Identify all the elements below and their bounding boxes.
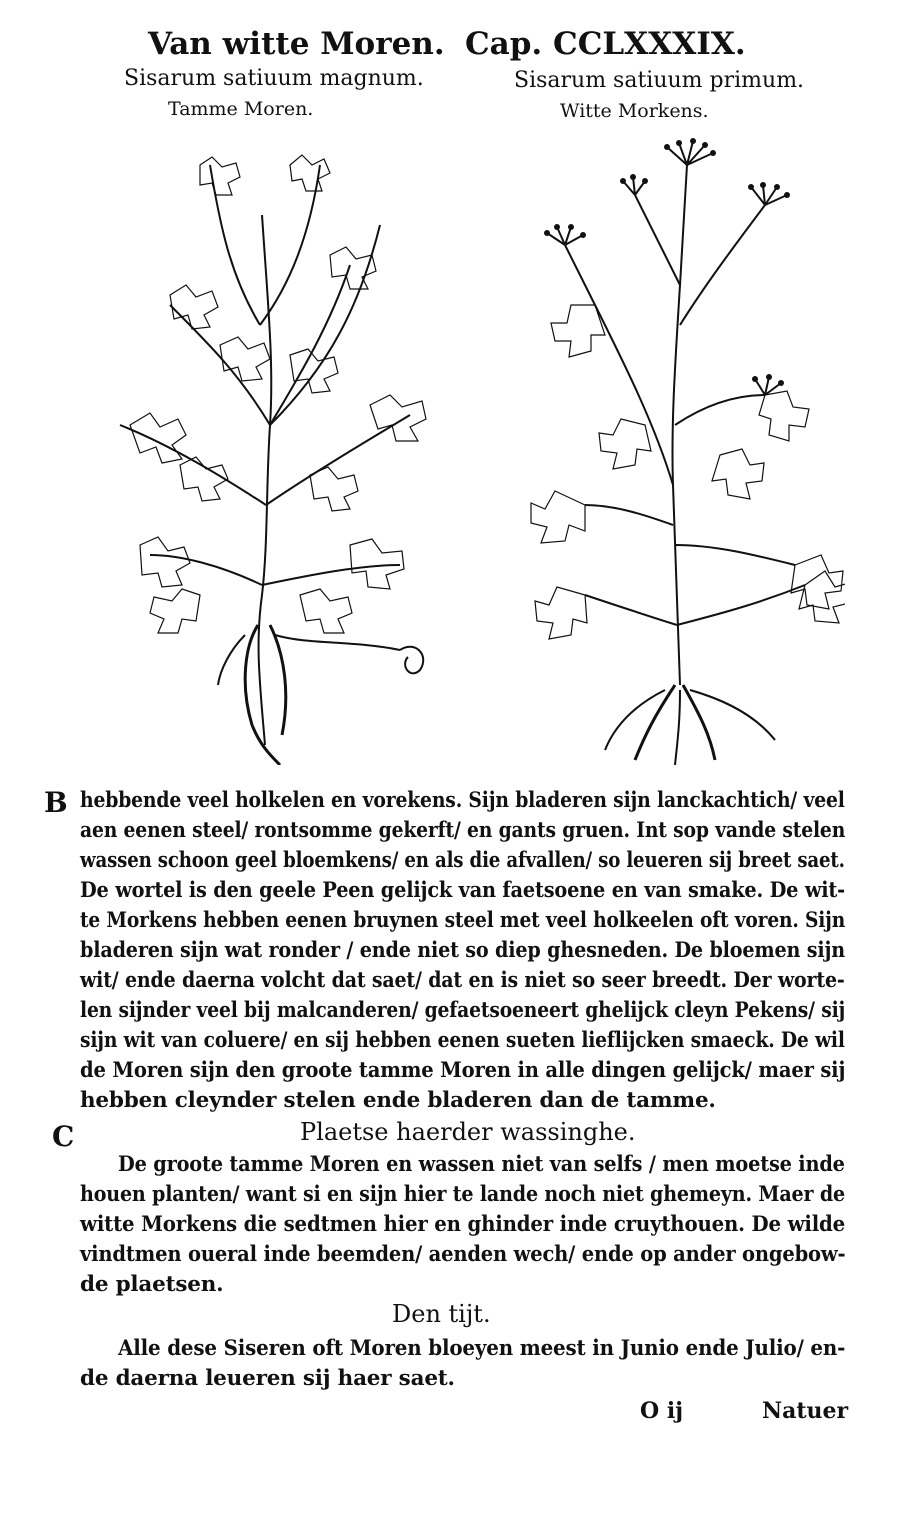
tamme-moren-woodcut [70, 125, 450, 765]
left-latin-name: Sisarum satiuum magnum. [124, 66, 424, 91]
text-line: de daerna leueren sij haer saet. [80, 1366, 455, 1391]
text-line: houen planten/ want si en sijn hier te lande noch niet ghemeyn. Maer de [80, 1182, 845, 1207]
text-line: bladeren sijn wat ronder / ende niet so diep ghesneden. De bloemen sijn [80, 938, 846, 963]
left-vernacular-name: Tamme Moren. [168, 98, 314, 120]
text-line: hebbende veel holkelen en vorekens. Sijn bladeren sijn lanckachtich/ veel [80, 788, 845, 813]
margin-letter-c: C [52, 1120, 75, 1153]
text-line: hebben cleynder stelen ende bladeren dan de tamme. [80, 1088, 716, 1113]
section-heading-tijt: Den tijt. [392, 1300, 491, 1328]
text-line: De wortel is den geele Peen gelijck van faetsoene en van smake. De wit- [80, 878, 845, 903]
text-line: de Moren sijn den groote tamme Moren in alle dingen gelijck/ maer sij [80, 1058, 846, 1083]
text-line: vindtmen oueral inde beemden/ aenden wech/ ende op ander ongebow- [80, 1242, 846, 1267]
right-vernacular-name: Witte Morkens. [560, 100, 709, 122]
text-line: Alle dese Siseren oft Moren bloeyen meest in Junio ende Julio/ en- [118, 1336, 846, 1361]
text-line: sijn wit van coluere/ en sij hebben eenen sueten lieflijcken smaeck. De wil [80, 1028, 845, 1053]
witte-morkens-woodcut [505, 125, 845, 765]
margin-letter-b: B [44, 786, 68, 819]
text-line: len sijnder veel bij malcanderen/ gefaetsoeneert ghelijck cleyn Pekens/ sij [80, 998, 846, 1023]
right-latin-name: Sisarum satiuum primum. [514, 68, 805, 93]
text-line: wassen schoon geel bloemkens/ en als die afvallen/ so leueren sij breet saet. [80, 848, 845, 873]
section-heading-plaetse: Plaetse haerder wassinghe. [300, 1118, 636, 1146]
running-title: Van witte Moren. [148, 26, 445, 62]
chapter-number: Cap. CCLXXXIX. [465, 26, 746, 62]
catchword: Natuer [762, 1398, 849, 1424]
text-line: de plaetsen. [80, 1272, 224, 1297]
signature-mark: O ij [640, 1398, 684, 1424]
text-line: De groote tamme Moren en wassen niet van selfs / men moetse inde [118, 1152, 845, 1177]
text-line: wit/ ende daerna volcht dat saet/ dat en is niet so seer breedt. Der worte- [80, 968, 845, 993]
text-line: te Morkens hebben eenen bruynen steel met veel holkeelen oft voren. Sijn [80, 908, 846, 933]
text-line: aen eenen steel/ rontsomme gekerft/ en gants gruen. Int sop vande stelen [80, 818, 846, 843]
text-line: witte Morkens die sedtmen hier en ghinder inde cruythouen. De wilde [80, 1212, 846, 1237]
